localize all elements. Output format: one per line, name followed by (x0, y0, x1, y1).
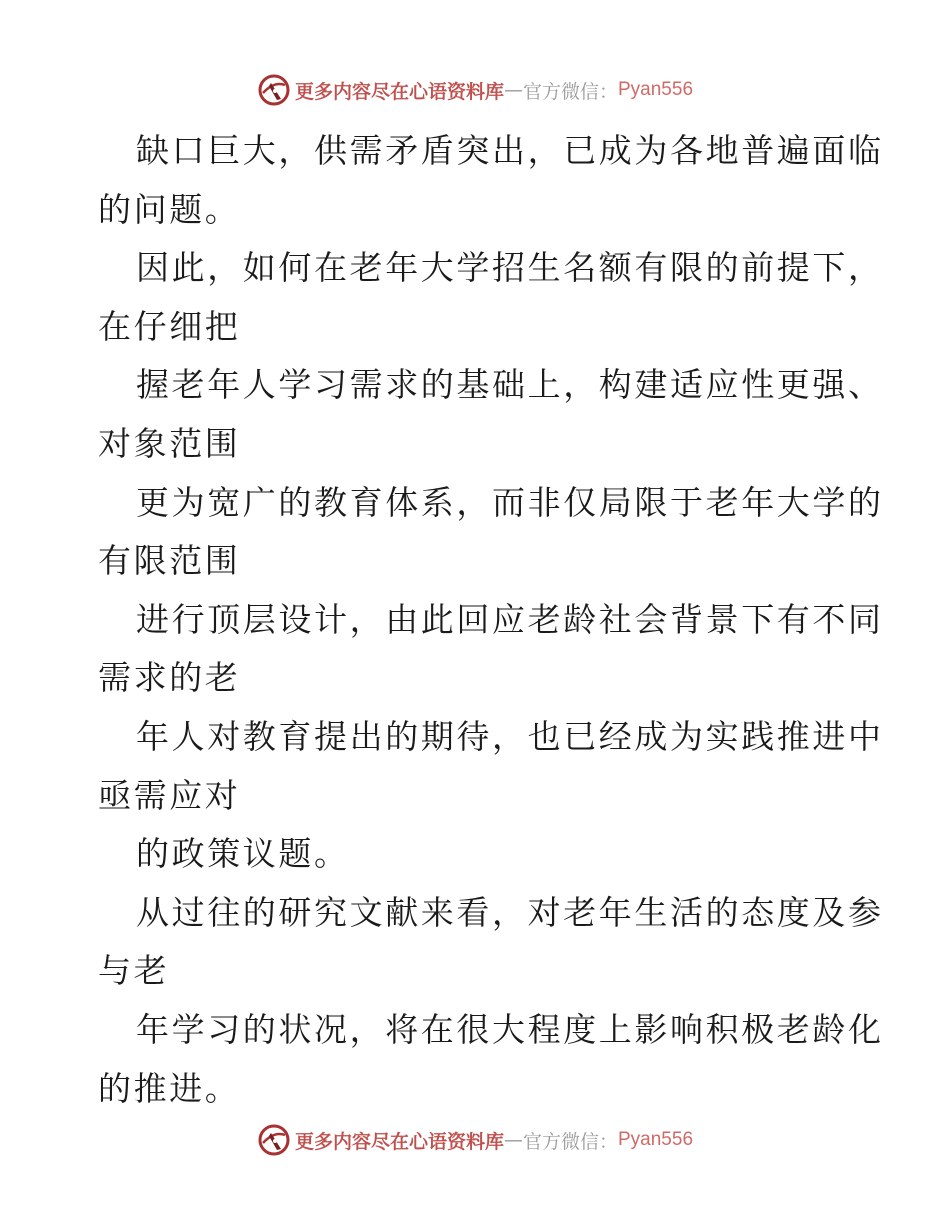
text-line-2: 的问题。 (98, 189, 241, 229)
text-line-13: 的政策议题。 (136, 834, 350, 874)
text-line-7: 更为宽广的教育体系，而非仅局限于老年大学的 (136, 482, 884, 522)
text-line-3: 因此，如何在老年大学招生名额有限的前提下， (136, 248, 884, 288)
text-line-10: 需求的老 (98, 658, 241, 698)
header-contact-label: 官方微信： (522, 80, 618, 103)
footer-site-text: 更多内容尽在心语资料库 (294, 1130, 504, 1153)
text-line-9: 进行顶层设计，由此回应老龄社会背景下有不同 (136, 599, 884, 639)
text-line-15: 与老 (98, 951, 170, 991)
footer-banner (0, 1120, 950, 1160)
text-line-5: 握老年人学习需求的基础上，构建适应性更强、 (136, 365, 884, 405)
text-line-17: 的推进。 (98, 1068, 241, 1108)
footer-contact-id: Pyan556 (618, 1129, 694, 1150)
text-line-11: 年人对教育提出的期待，也已经成为实践推进中 (136, 716, 884, 756)
header-banner (0, 70, 950, 110)
header-site-text: 更多内容尽在心语资料库 (294, 80, 504, 103)
pen-nib-logo-icon (257, 73, 291, 107)
text-line-6: 对象范围 (98, 423, 241, 463)
text-line-1: 缺口巨大，供需矛盾突出，已成为各地普遍面临 (136, 131, 884, 170)
pen-nib-logo-icon (257, 1123, 291, 1157)
text-line-8: 有限范围 (98, 541, 241, 581)
text-line-12: 亟需应对 (98, 775, 241, 815)
header-separator: — (503, 79, 523, 101)
header-contact-id: Pyan556 (618, 79, 694, 100)
text-line-14: 从过往的研究文献来看，对老年生活的态度及参 (136, 892, 884, 932)
document-body (98, 122, 884, 1118)
footer-separator: — (503, 1129, 523, 1151)
text-line-4: 在仔细把 (98, 306, 241, 346)
footer-contact-label: 官方微信： (522, 1130, 618, 1153)
text-line-16: 年学习的状况，将在很大程度上影响积极老龄化 (136, 1009, 884, 1049)
